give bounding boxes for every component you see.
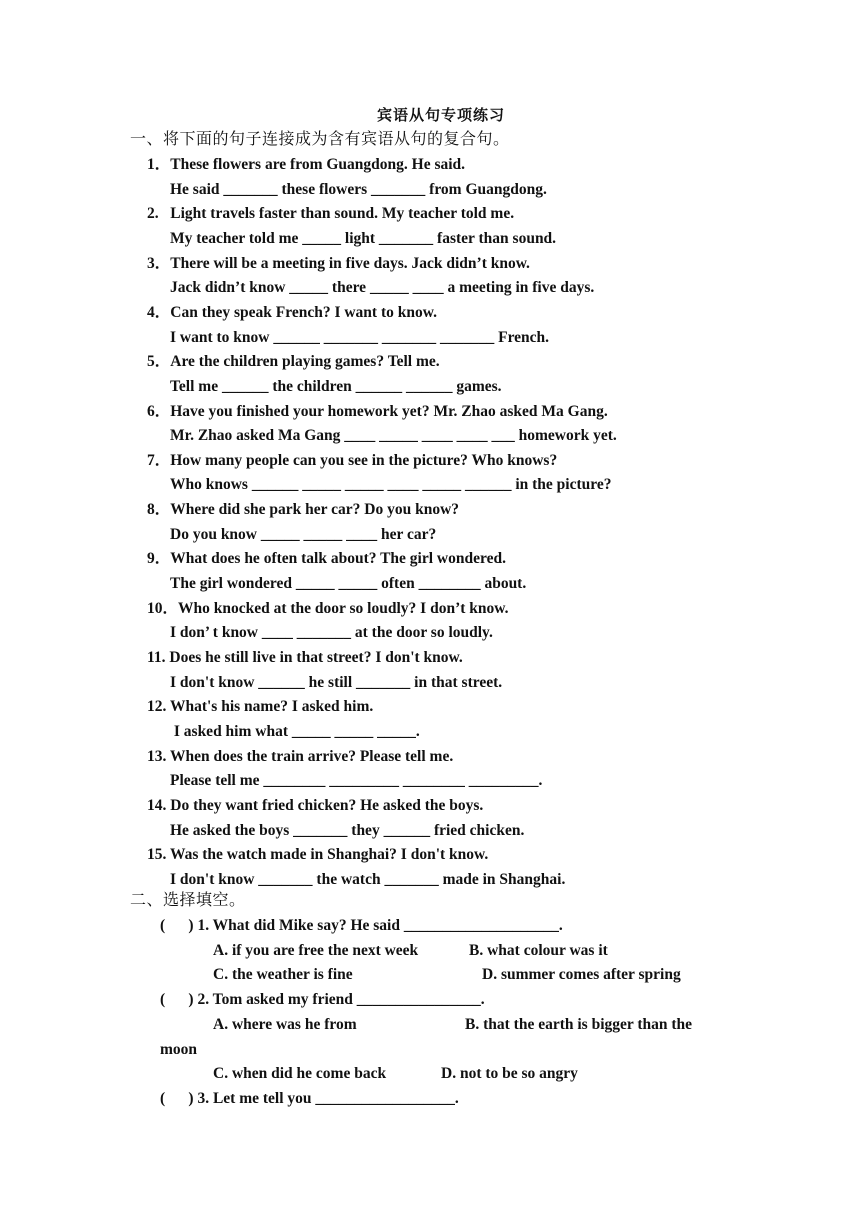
exercise-3-question: 3．There will be a meeting in five days. Jack didn’t know. <box>147 254 530 272</box>
mc-question-2-option-b-continued: moon <box>160 1041 198 1058</box>
exercise-8-question: 8．Where did she park her car? Do you know? <box>147 501 460 519</box>
exercise-4-question: 4．Can they speak French? I want to know. <box>147 303 437 321</box>
exercise-15-question: 15. Was the watch made in Shanghai? I don't know. <box>147 846 489 864</box>
exercise-8-answer-line: Do you know _____ _____ ____ her car? <box>170 525 437 543</box>
exercise-4-answer-line: I want to know ______ _______ _______ _______ French. <box>170 328 550 346</box>
exercise-2-question: 2. Light travels faster than sound. My teacher told me. <box>147 205 515 223</box>
exercise-6-question: 6．Have you finished your homework yet? Mr. Zhao asked Ma Gang. <box>147 402 608 420</box>
exercise-9-answer-line: The girl wondered _____ _____ often ________ about. <box>170 575 527 592</box>
exercise-11-answer-line: I don't know ______ he still _______ in that street. <box>170 673 503 691</box>
exercise-14-answer-line: He asked the boys _______ they ______ fried chicken. <box>170 821 525 839</box>
mc-question-1-option-b: B. what colour was it <box>469 942 608 959</box>
exercise-13-question: 13. When does the train arrive? Please tell me. <box>147 747 454 765</box>
mc-question-3-stem: ( ) 3. Let me tell you __________________. <box>160 1090 459 1107</box>
exercise-6-answer-line: Mr. Zhao asked Ma Gang ____ _____ ____ ____ ___ homework yet. <box>170 427 617 445</box>
exercise-5-answer-line: Tell me ______ the children ______ ______ games. <box>170 377 502 395</box>
mc-question-1-stem: ( ) 1. What did Mike say? He said ____________________. <box>160 917 563 934</box>
exercise-14-question: 14. Do they want fried chicken? He asked the boys. <box>147 796 484 814</box>
exercise-10-question: 10．Who knocked at the door so loudly? I don’t know. <box>147 599 509 617</box>
exercise-1-question: 1．These flowers are from Guangdong. He said. <box>147 156 466 173</box>
exercise-3-answer-line: Jack didn’t know _____ there _____ ____ a meeting in five days. <box>170 279 595 297</box>
mc-question-1-option-d: D. summer comes after spring <box>482 966 681 983</box>
mc-question-1-option-a: A. if you are free the next week <box>213 942 419 959</box>
section1-heading: 一、将下面的句子连接成为含有宾语从句的复合句。 <box>130 131 510 148</box>
exercise-7-question: 7．How many people can you see in the picture? Who knows? <box>147 451 558 469</box>
exercise-5-question: 5．Are the children playing games? Tell me. <box>147 353 440 371</box>
mc-question-1-option-c: C. the weather is fine <box>213 966 353 983</box>
page-title: 宾语从句专项练习 <box>377 108 506 124</box>
exercise-13-answer-line: Please tell me ________ _________ ________ _________. <box>170 772 543 790</box>
exercise-12-answer-line: I asked him what _____ _____ _____. <box>170 722 420 740</box>
mc-question-2-stem: ( ) 2. Tom asked my friend ________________. <box>160 991 485 1008</box>
exercise-11-question: 11. Does he still live in that street? I don't know. <box>147 649 463 666</box>
exercise-1-answer-line: He said _______ these flowers _______ from Guangdong. <box>170 180 547 198</box>
exercise-2-answer-line: My teacher told me _____ light _______ faster than sound. <box>170 229 557 247</box>
exercise-15-answer-line: I don't know _______ the watch _______ made in Shanghai. <box>170 870 566 888</box>
exercise-12-question: 12. What's his name? I asked him. <box>147 698 374 716</box>
mc-question-2-option-d: D. not to be so angry <box>441 1065 578 1082</box>
mc-question-2-option-b: B. that the earth is bigger than the <box>465 1016 693 1033</box>
exercise-7-answer-line: Who knows ______ _____ _____ ____ _____ ______ in the picture? <box>170 476 612 494</box>
mc-question-2-option-c: C. when did he come back <box>213 1065 387 1082</box>
exercise-9-question: 9．What does he often talk about? The girl wondered. <box>147 550 506 568</box>
section2-heading: 二、选择填空。 <box>130 892 246 909</box>
exercise-10-answer-line: I don’ t know ____ _______ at the door so loudly. <box>170 624 493 642</box>
mc-question-2-option-a: A. where was he from <box>213 1016 357 1033</box>
